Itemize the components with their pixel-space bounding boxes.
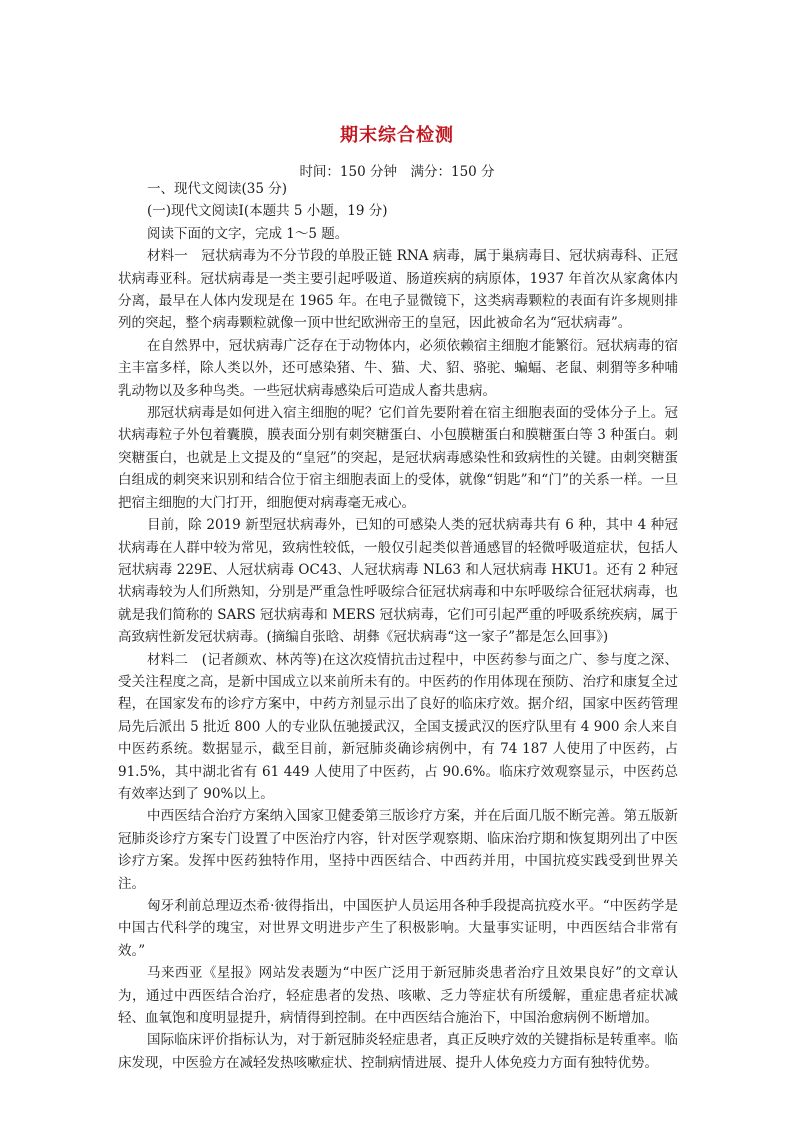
paragraph: 马来西亚《星报》网站发表题为“中医广泛用于新冠肺炎患者治疗且效果良好”的文章认为，通过中西医结合治疗，轻症患者的发热、咳嗽、乏力等症状有所缓解，重症患者症状减轻、血氧饱和度明显提升，病情得到控制。在中西医结合施治下，中国治愈病例不断增加。 xyxy=(118,965,678,1027)
paragraph: 目前，除 2019 新型冠状病毒外，已知的可感染人类的冠状病毒共有 6 种，其中 4 种冠状病毒在人群中较为常见，致病性较低，一般仅引起类似普通感冒的轻微呼吸道症状，包括人冠状病毒 229E、人冠状病毒 OC43、人冠状病毒 NL63 和人冠状病毒 HKU1。还有 2 种冠状病毒较为人们所熟知，分别是严重急性呼吸综合征冠状病毒和中东呼吸综合征冠状病毒，也就是我们简称的 SARS 冠状病毒和 MERS 冠状病毒，它们可引起严重的呼吸系统疾病，属于高致病性新发冠状病毒。(摘编自张晗、胡彝《冠状病毒“这一家子”都是怎么回事》) xyxy=(118,517,678,646)
section-heading: 一、现代文阅读(35 分) xyxy=(147,181,288,197)
paragraph: 那冠状病毒是如何进入宿主细胞的呢？它们首先要附着在宿主细胞表面的受体分子上。冠状病毒粒子外包着囊膜，膜表面分别有刺突糖蛋白、小包膜糖蛋白和膜糖蛋白等 3 种蛋白。刺突糖蛋白，也就是上文提及的“皇冠”的突起，是冠状病毒感染性和致病性的关键。由刺突糖蛋白组成的刺突来识别和结合位于宿主细胞表面上的受体，就像“钥匙”和“门”的关系一样。一旦把宿主细胞的大门打开，细胞便对病毒毫无戒心。 xyxy=(118,405,678,511)
paragraph: 材料一 冠状病毒为不分节段的单股正链 RNA 病毒，属于巢病毒目、冠状病毒科、正冠状病毒亚科。冠状病毒是一类主要引起呼吸道、肠道疾病的病原体，1937 年首次从家禽体内分离，最早在人体内发现是在 1965 年。在电子显微镜下，这类病毒颗粒的表面有许多规则排列的突起，整个病毒颗粒就像一顶中世纪欧洲帝王的皇冠，因此被命名为“冠状病毒”。 xyxy=(118,248,678,332)
paragraph: 中西医结合治疗方案纳入国家卫健委第三版诊疗方案，并在后面几版不断完善。第五版新冠肺炎诊疗方案专门设置了中医治疗内容，针对医学观察期、临床治疗期和恢复期列出了中医诊疗方案。发挥中医药独特作用，坚持中西医结合、中西药并用，中国抗疫实践受到世界关注。 xyxy=(118,808,678,892)
reading-instruction: 阅读下面的文字，完成 1～5 题。 xyxy=(147,225,349,242)
paragraph: 在自然界中，冠状病毒广泛存在于动物体内，必须依赖宿主细胞才能繁衍。冠状病毒的宿主丰富多样，除人类以外，还可感染猪、牛、猫、犬、貂、骆驼、蝙蝠、老鼠、刺猬等多种哺乳动物以及多种鸟类。一些冠状病毒感染后可造成人畜共患病。 xyxy=(118,337,678,399)
subsection-heading: (一)现代文阅读Ⅰ(本题共 5 小题，19 分) xyxy=(147,203,388,220)
paragraph: 材料二 (记者颜欢、林芮等)在这次疫情抗击过程中，中医药参与面之广、参与度之深、受关注程度之高，是新中国成立以来前所未有的。中医药的作用体现在预防、治疗和康复全过程，在国家发布的诊疗方案中，中药方剂显示出了良好的临床疗效。据介绍，国家中医药管理局先后派出 5 批近 800 人的专业队伍驰援武汉，全国支援武汉的医疗队里有 4 900 余人来自中医药系统。数据显示，截至目前，新冠肺炎确诊病例中，有 74 187 人使用了中医药，占 91.5%，其中湖北省有 61 449 人使用了中医药，占 90.6%。临床疗效观察显示，中医药总有效率达到了 90%以上。 xyxy=(118,651,678,802)
paragraph: 国际临床评价指标认为，对于新冠肺炎轻症患者，真正反映疗效的关键指标是转重率。临床发现，中医验方在减轻发热咳嗽症状、控制病情进展、提升人体免疫力方面有独特优势。 xyxy=(118,1032,678,1071)
exam-body xyxy=(118,178,678,1074)
page-title: 期末综合检测 xyxy=(340,125,454,146)
exam-time-info: 时间：150 分钟 满分：150 分 xyxy=(299,164,495,180)
paragraph: 匈牙利前总理迈杰希·彼得指出，中国医护人员运用各种手段提高抗疫水平。“中医药学是中国古代科学的瑰宝，对世界文明进步产生了积极影响。大量事实证明，中西医结合非常有效。” xyxy=(118,898,678,959)
